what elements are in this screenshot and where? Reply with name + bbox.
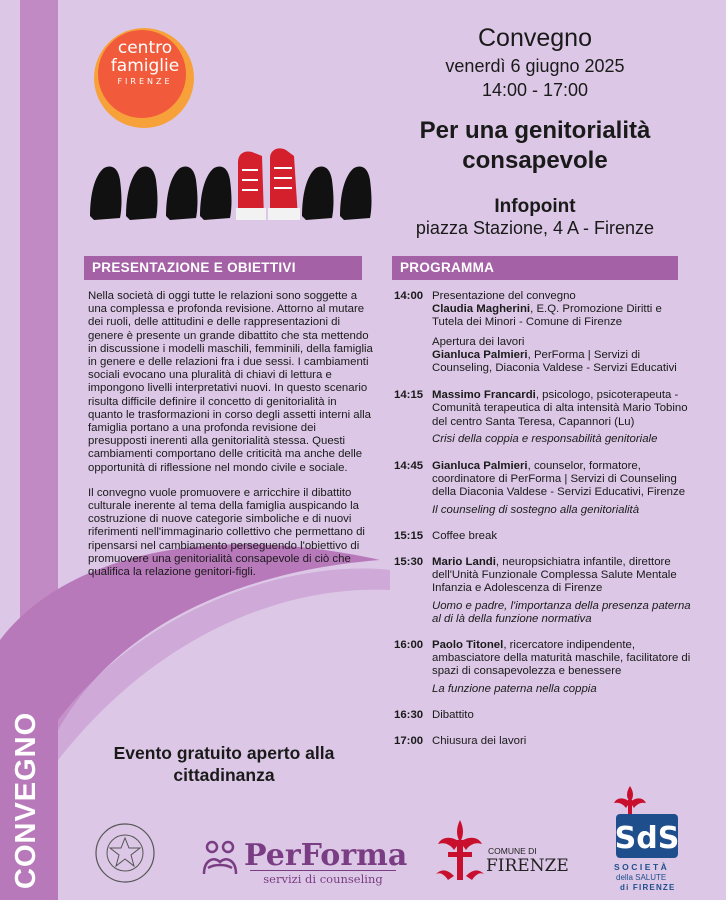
talk-title: Il counseling di sostegno alla genitorialità	[432, 503, 640, 516]
speaker-name: Claudia Magherini	[432, 303, 531, 316]
program-text: Dibattito	[432, 708, 474, 721]
program-subtext: Apertura dei lavori	[432, 335, 525, 348]
speaker-role: , E.Q. Promozione Diritti e Tutela dei Minori - Comune di Firenze	[432, 303, 662, 329]
sds-emblem-icon	[612, 784, 682, 862]
venue-name: Infopoint	[494, 196, 576, 217]
program-item	[392, 639, 692, 696]
speaker-name: Gianluca Palmieri	[432, 348, 528, 361]
talk-title: Crisi della coppia e responsabilità genitoriale	[432, 432, 658, 445]
presentation-text	[88, 290, 374, 591]
free-event-note: Evento gratuito aperto alla cittadinanza	[113, 743, 335, 785]
speaker-role: , PerForma | Servizi di Counseling, Diaconia Valdese - Servizi Educativi	[432, 348, 677, 375]
comune-firenze-logo	[434, 818, 569, 889]
program-heading: PROGRAMMA	[392, 256, 678, 280]
performa-logo	[200, 838, 408, 886]
speaker-role: , psicologo, psicoterapeuta - Comunità terapeutica di alta intensità Mario Tobino del centro Santa Teresa, Capannori (Lu)	[432, 389, 688, 428]
program-time: 16:30	[394, 708, 424, 721]
program-subitem	[432, 336, 692, 376]
program-time: 14:45	[394, 460, 424, 473]
speaker-name: Massimo Francardi	[432, 389, 536, 402]
comune-city: FIRENZE	[486, 856, 569, 876]
speaker-role: , neuropsichiatra infantile, direttore dell'Unità Funzionale Complessa Salute Mentale Infanzia e Adolescenza di Firenze	[432, 556, 677, 595]
event-time: 14:00 - 17:00	[481, 80, 589, 100]
talk-title: Uomo e padre, l'importanza della presenza paterna al di là della funzione normativa	[432, 599, 691, 625]
speaker-role: , ricercatore indipendente, ambasciatore della maturità maschile, facilitatore di spazi di consapevolezza e benessere	[432, 639, 691, 678]
program-time: 15:30	[394, 556, 424, 569]
florence-lily-icon	[434, 818, 486, 884]
shoes-image	[86, 146, 380, 224]
speaker-role: , counselor, formatore, coordinatore di PerForma | Servizi di Counseling della Diaconia Valdese - Servizi Educativi, Firenze	[432, 460, 686, 499]
program-text: Chiusura dei lavori	[432, 735, 527, 748]
program-text: Coffee break	[432, 529, 498, 542]
program-time: 14:15	[394, 389, 424, 402]
logo-line3: FIRENZE	[117, 76, 173, 86]
program-text: Presentazione del convegno	[432, 290, 576, 302]
talk-title: La funzione paterna nella coppia	[432, 682, 597, 695]
program-item	[392, 389, 692, 446]
venue-address: piazza Stazione, 4 A - Firenze	[415, 218, 655, 238]
program-item	[392, 735, 692, 748]
program-item	[392, 460, 692, 517]
program-time: 15:15	[394, 529, 424, 542]
performa-name: PerForma	[244, 838, 408, 873]
logo-text	[95, 40, 195, 86]
program-time: 17:00	[394, 735, 424, 748]
program-time: 16:00	[394, 639, 424, 652]
program-item	[392, 556, 692, 626]
government-seal-icon	[94, 822, 156, 884]
performa-subtitle: servizi di counseling	[250, 870, 396, 886]
societa-salute-logo	[612, 784, 682, 892]
event-type: Convegno	[478, 24, 592, 52]
logo-line2: famiglie	[110, 55, 180, 76]
presentation-paragraph-1: Nella società di oggi tutte le relazioni sono soggette a una complessa e profonda revisione. Attorno al mutare dei ruoli, delle attitudini e delle rappresentazioni di genere è presente un grande dibattito che sta mettendo in discussione i modelli maschili, femminili, della famiglia in genere e delle relazioni fra i due sessi. I cambiamenti sociali evocano una pluralità di chiavi di lettura e impongono livelli interpretativi nuovi. In questo scenario risulta difficile definire il concetto di genitorialità in quanto le trasformazioni in corso degli assetti interni alla famiglia portano a una profonda revisione dei presupposti inerenti alla genitorialità stessa. Questi cambiamenti comportano delle criticità ma anche delle opportunità di riflessione nel mondo civile e sociale.	[88, 290, 373, 474]
speaker-name: Paolo Titonel	[432, 639, 504, 652]
event-date: venerdì 6 giugno 2025	[445, 56, 625, 76]
program-item	[392, 709, 692, 722]
presentation-heading: PRESENTAZIONE E OBIETTIVI	[84, 256, 362, 280]
performa-people-icon	[200, 838, 242, 880]
side-title: CONVEGNO	[10, 711, 42, 889]
presentation-paragraph-2: Il convegno vuole promuovere e arricchire il dibattito culturale inerente al tema della famiglia auspicando la costruzione di nuove categorie simboliche e di nuovi riferimenti nell'immaginario collettivo che permettano di ripensarsi nel cambiamento perseguendo l'obiettivo di promuovere una genitorialità consapevole di ciò che qualifica la relazione genitori-figli.	[88, 486, 365, 579]
sds-line2: della SALUTE	[616, 873, 667, 882]
sds-mark: SdS	[614, 821, 680, 856]
comune-label: COMUNE DI	[488, 846, 537, 856]
speaker-name: Gianluca Palmieri	[432, 460, 528, 473]
program-time: 14:00	[394, 290, 424, 302]
logo-line1: centro	[117, 38, 173, 58]
speaker-name: Mario Landi	[432, 556, 496, 569]
sds-line1: SOCIETÀ	[614, 862, 670, 872]
program-item	[392, 290, 692, 375]
program-list	[392, 290, 692, 748]
program-item	[392, 530, 692, 543]
sds-line3: di FIRENZE	[620, 883, 676, 892]
event-title: Per una genitorialità consapevole	[419, 117, 651, 174]
